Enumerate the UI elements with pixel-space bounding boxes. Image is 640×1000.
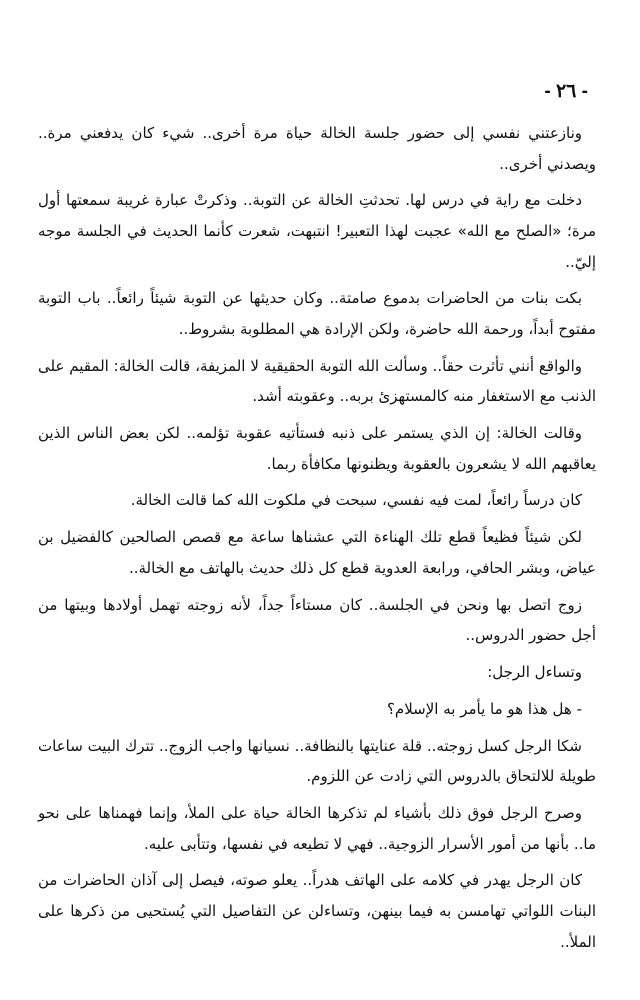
paragraph: زوج اتصل بها ونحن في الجلسة.. كان مستاءاً جداً، لأنه زوجته تهمل أولادها وبيتها من أجل حضور الدروس.. [38, 595, 596, 645]
paragraph: وقالت الخالة: إن الذي يستمر على ذنبه فستأتيه عقوبة تؤلمه.. لكن بعض الناس الذين يعاقبهم الله لا يشعرون بالعقوبة ويظنونها مكافأة ربما. [38, 424, 596, 473]
paragraph: وتساءل الرجل: [487, 663, 582, 681]
paragraph: وصرح الرجل فوق ذلك بأشياء لم تذكرها الخالة حياة على الملأ، وإنما فهمناها على نحو ما.. بأنها من أمور الأسرار الزوجية.. فهي لا تطيعه في نفسها، وتتأبى عليه. [38, 803, 596, 853]
paragraph: والواقع أنني تأثرت حقاً.. وسألت الله التوبة الحقيقية لا المزيفة، قالت الخالة: المقيم على الذنب مع الاستغفار منه كالمستهزئ بربه.. وعقوبته أشد. [38, 356, 596, 406]
paragraph: لكن شيئاً فظيعاً قطع تلك الهناءة التي عشناها ساعة مع قصص الصالحين كالفضيل بن عياض، وبشر الحافي، ورابعة العدوية قطع كل ذلك حديث بالهاتف مع الخالة.. [38, 528, 596, 577]
page-body-text [38, 118, 596, 963]
paragraph: كان درساً رائعاً، لمت فيه نفسي، سبحت في ملكوت الله كما قالت الخالة. [130, 491, 582, 510]
paragraph: ونازعتني نفسي إلى حضور جلسة الخالة حياة مرة أخرى.. شيء كان يدفعني مرة.. ويصدني أخرى.. [38, 124, 596, 173]
paragraph: شكا الرجل كسل زوجته.. قلة عنايتها بالنظافة.. نسيانها واجب الزوج.. تترك البيت ساعات طويلة للالتحاق بالدروس التي زادت عن اللزوم. [38, 736, 596, 786]
paragraph: - هل هذا هو ما يأمر به الإسلام؟ [386, 699, 582, 718]
paragraph: دخلت مع راية في درس لها. تحدثتِ الخالة عن التوبة.. وذكرتْ عبارة غريبة سمعتها أول مرة؛ «الصلح مع الله» عجبت لهذا التعبير! انتبهت، شعرت كأنما الحديث في الجلسة موجه إليّ.. [38, 191, 596, 271]
page-number: - ٢٦ - [544, 81, 588, 102]
paragraph: بكت بنات من الحاضرات بدموع صامتة.. وكان حديثها عن التوبة شيئاً رائعاً.. باب التوبة مفتوح أبداً، ورحمة الله حاضرة، ولكن الإرادة هي المطلوبة بشروط.. [38, 289, 596, 338]
paragraph: كان الرجل يهدر في كلامه على الهاتف هدراً.. يعلو صوته، فيصل إلى آذان الحاضرات من البنات اللواتي تهامسن به فيما بينهن، وتساءلن عن التفاصيل التي يُستحيى من ذكرها على الملأ.. [38, 871, 596, 951]
